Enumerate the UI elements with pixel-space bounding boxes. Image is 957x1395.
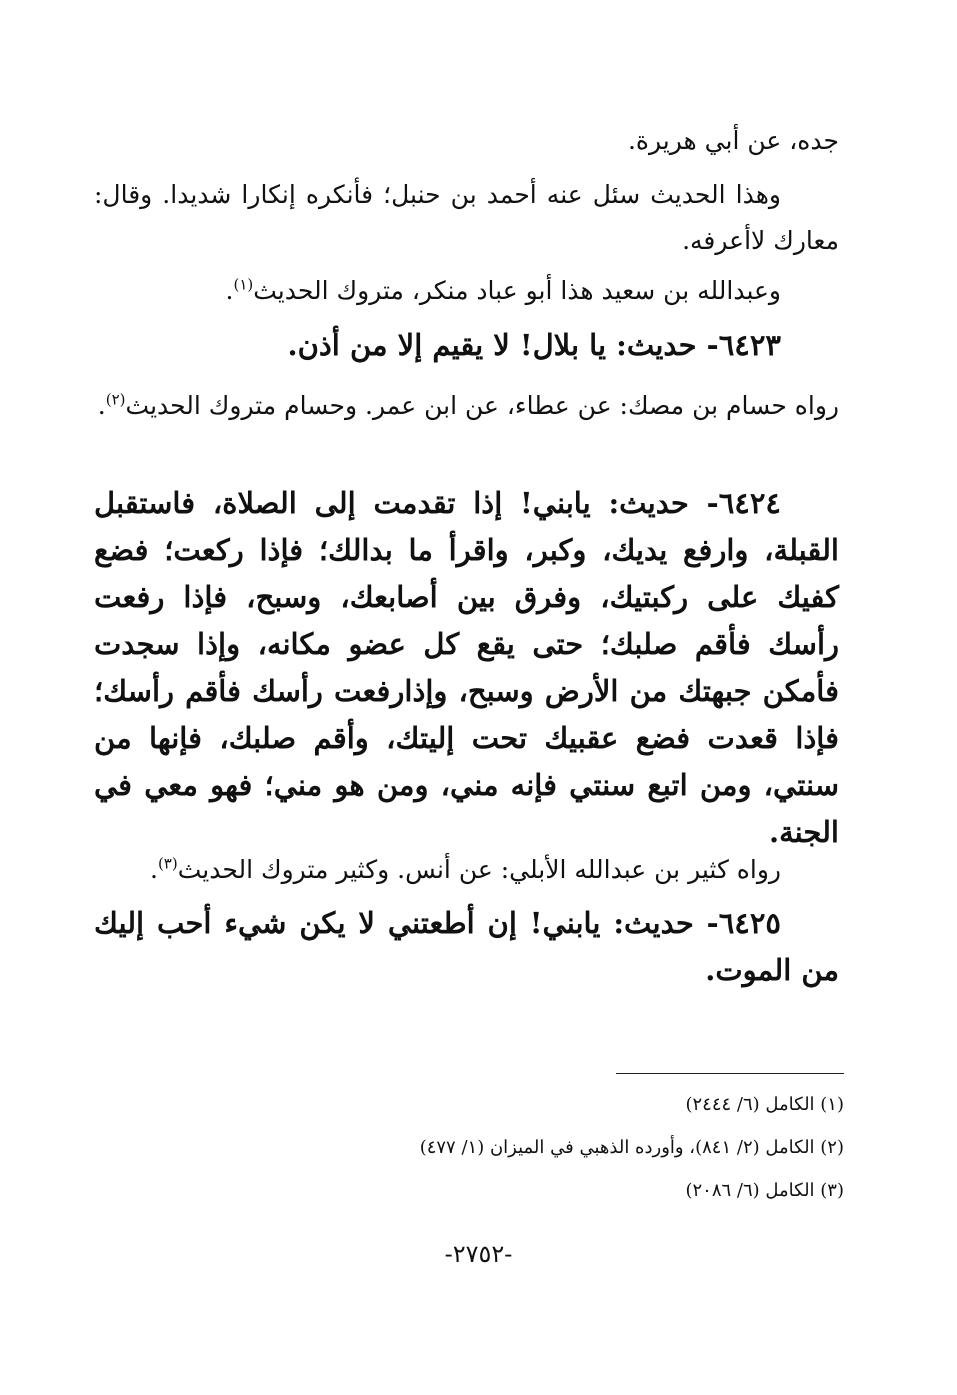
footnote-2 bbox=[104, 1135, 844, 1161]
hadith-text: ٦٤٢٥- حديث: يابني! إن أطعتني لا يكن شيء أحب إليك من الموت. bbox=[94, 906, 839, 987]
footnote-ref-2[interactable]: (٢) bbox=[105, 390, 126, 409]
footnote-1 bbox=[104, 1092, 844, 1118]
page-number: -٢٧٥٢- bbox=[444, 1240, 513, 1268]
hadith-heading-6424 bbox=[94, 480, 839, 856]
paragraph-punct: . bbox=[97, 391, 106, 420]
footnote-ref-1[interactable]: (١) bbox=[233, 275, 254, 294]
footnote-ref-3[interactable]: (٣) bbox=[157, 854, 178, 873]
hadith-text: ٦٤٢٤- حديث: يابني! إذا تقدمت إلى الصلاة، فاستقبل القبلة، وارفع يديك، وكبر، واقرأ ما بدالك؛ فإذا ركعت؛ فضع كفيك على ركبتيك، وفرق بين أصابعك، وسبح، فإذا رفعت رأسك فأقم صلبك؛ حتى يقع كل عضو مكانه، وإذا سجدت فأمكن جبهتك من الأرض وسبح، وإذارفعت رأسك فأقم رأسك؛ فإذا قعدت فضع عقبيك تحت إليتك، وأقم صلبك، فإنها من سنتي، ومن اتبع سنتي فإنه مني، ومن هو مني؛ فهو معي في الجنة. bbox=[94, 486, 839, 849]
paragraph-husam-narration bbox=[94, 383, 839, 429]
footnote-text: (٣) الكامل (٦/ ٢٠٨٦) bbox=[685, 1180, 844, 1201]
footnote-text: (٢) الكامل (٢/ ٨٤١)، وأورده الذهبي في الميزان (١/ ٤٧٧) bbox=[419, 1137, 844, 1158]
paragraph-text: جده، عن أبي هريرة. bbox=[627, 126, 839, 155]
hadith-heading-6423 bbox=[94, 322, 839, 369]
paragraph-text: وعبدالله بن سعيد هذا أبو عباد منكر، متروك الحديث bbox=[253, 276, 781, 305]
paragraph-kathir-narration bbox=[94, 847, 839, 893]
paragraph-ahmad-comment bbox=[94, 172, 839, 264]
footnote-divider bbox=[616, 1073, 844, 1074]
paragraph-text: وهذا الحديث سئل عنه أحمد بن حنبل؛ فأنكره إنكارا شديدا. وقال: معارك لاأعرفه. bbox=[94, 180, 839, 255]
paragraph-punct: . bbox=[149, 855, 158, 884]
hadith-heading-6425 bbox=[94, 900, 839, 994]
footnote-text: (١) الكامل (٦/ ٢٤٤٤) bbox=[685, 1094, 844, 1115]
paragraph-punct: . bbox=[225, 276, 234, 305]
paragraph-abdullah-comment bbox=[94, 268, 839, 314]
footnote-3 bbox=[104, 1178, 844, 1204]
paragraph-text: رواه كثير بن عبدالله الأبلي: عن أنس. وكثير متروك الحديث bbox=[177, 855, 781, 884]
paragraph-text: رواه حسام بن مصك: عن عطاء، عن ابن عمر. وحسام متروك الحديث bbox=[125, 391, 839, 420]
hadith-text: ٦٤٢٣- حديث: يا بلال! لا يقيم إلا من أذن. bbox=[287, 328, 781, 362]
paragraph-continuation bbox=[94, 118, 839, 164]
